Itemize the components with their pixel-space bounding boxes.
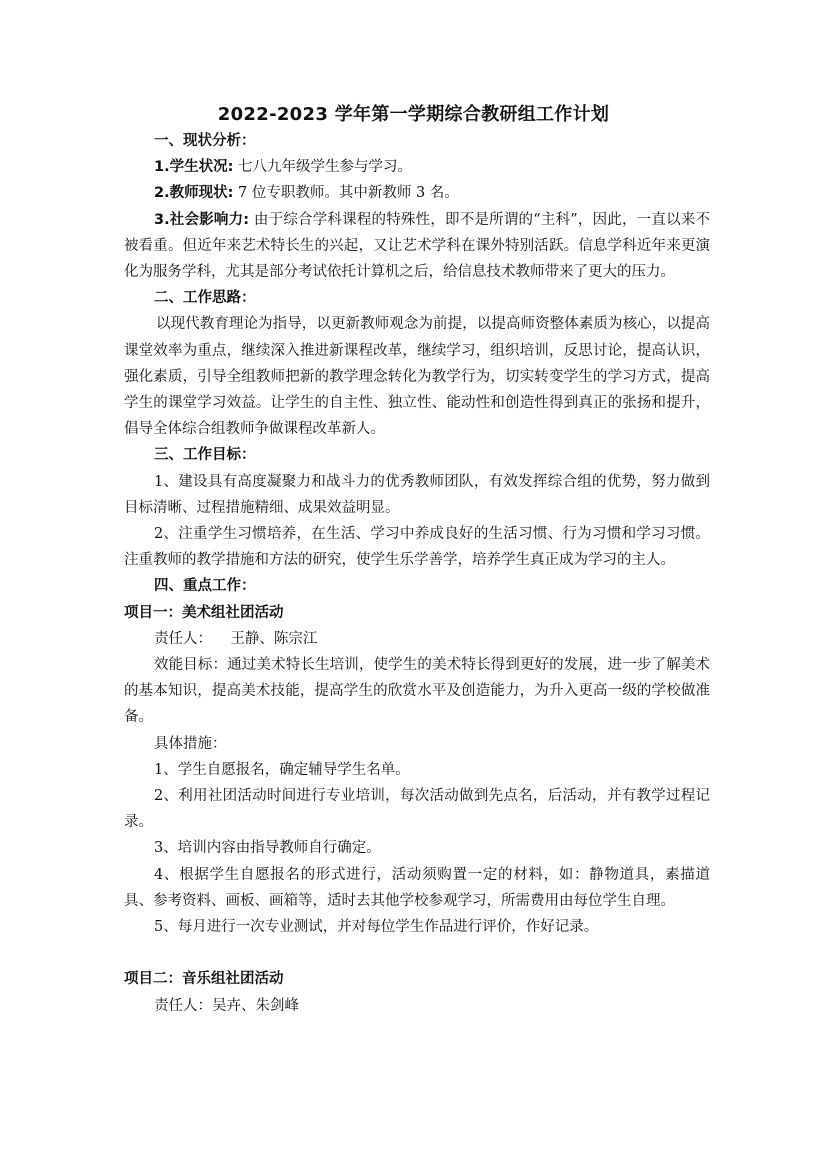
section-heading-status: 一、现状分析： xyxy=(154,133,256,149)
project-1-measure-1: 1、学生自愿报名，确定辅导学生名单。 xyxy=(154,761,410,778)
paragraph-goal-2: 2、注重学生习惯培养，在生活、学习中养成良好的生活习惯、行为习惯和学习习惯。注重教师的教学措施和方法的研究，使学生乐学善学，培养学生真正成为学习的主人。 xyxy=(124,526,710,569)
project-1-goal: 效能目标：通过美术特长生培训，使学生的美术特长得到更好的发展，进一步了解美术的基本知识，提高美术技能，提高学生的欣赏水平及创造能力，为升入更高一级的学校做准备。 xyxy=(124,657,710,726)
text-teacher-status: 7 位专职教师。其中新教师 3 名。 xyxy=(238,185,459,202)
section-heading-approach: 二、工作思路： xyxy=(154,290,256,307)
project-2-owner: 责任人：吴卉、朱剑峰 xyxy=(154,997,299,1014)
label-social-influence: 3.社会影响力: xyxy=(154,211,250,228)
paragraph-social-influence xyxy=(124,207,710,286)
label-teacher-status: 2.教师现状: xyxy=(154,185,234,202)
document-title: 2022-2023 学年第一学期综合教研组工作计划 xyxy=(217,104,610,125)
project-1-measure-5: 5、每月进行一次专业测试，并对每位学生作品进行评价，作好记录。 xyxy=(154,919,599,936)
project-1-title: 项目一：美术组社团活动 xyxy=(124,604,284,621)
text-social-influence: 由于综合学科课程的特殊性，即不是所谓的“主科”，因此，一直以来不被看重。但近年来艺术特长生的兴起，又让艺术学科在课外特别活跃。信息学科近年来更演化为服务学科，尤其是部分考试依托计算机之后，给信息技术教师带来了更大的压力。 xyxy=(124,211,710,281)
document-body xyxy=(124,128,710,1019)
label-student-status: 1.学生状况: xyxy=(154,159,234,176)
project-2-title: 项目二：音乐组社团活动 xyxy=(124,971,284,988)
project-1-measure-2: 2、利用社团活动时间进行专业培训，每次活动做到先点名，后活动，并有教学过程记录。 xyxy=(124,788,710,831)
paragraph-teacher-status xyxy=(124,180,710,206)
section-heading-goals: 三、工作目标： xyxy=(154,447,256,464)
section-heading-key-work: 四、重点工作： xyxy=(154,578,256,595)
project-1-owner: 责任人： 王静、陈宗江 xyxy=(154,630,318,647)
project-1-measure-3: 3、培训内容由指导教师自行确定。 xyxy=(154,840,381,857)
paragraph-goal-1: 1、建设具有高度凝聚力和战斗力的优秀教师团队，有效发挥综合组的优势，努力做到目标清晰、过程措施精细、成果效益明显。 xyxy=(124,473,710,516)
text-student-status: 七八九年级学生参与学习。 xyxy=(238,159,413,176)
blank-line xyxy=(124,940,710,966)
project-1-measures-label: 具体措施： xyxy=(154,735,227,752)
paragraph-approach: 以现代教育理论为指导，以更新教师观念为前提，以提高师资整体素质为核心，以提高课堂效率为重点，继续深入推进新课程改革，继续学习，组织培训，反思讨论，提高认识，强化素质，引导全组教师把新的教学理念转化为教学行为，切实转变学生的学习方式，提高学生的课堂学习效益。让学生的自主性、独立性、能动性和创造性得到真正的张扬和提升，倡导全体综合组教师争做课程改革新人。 xyxy=(124,316,710,438)
paragraph-student-status xyxy=(124,154,710,180)
project-1-measure-4: 4、根据学生自愿报名的形式进行，活动须购置一定的材料，如：静物道具，素描道具、参考资料、画板、画箱等，适时去其他学校参观学习，所需费用由每位学生自理。 xyxy=(124,866,710,909)
